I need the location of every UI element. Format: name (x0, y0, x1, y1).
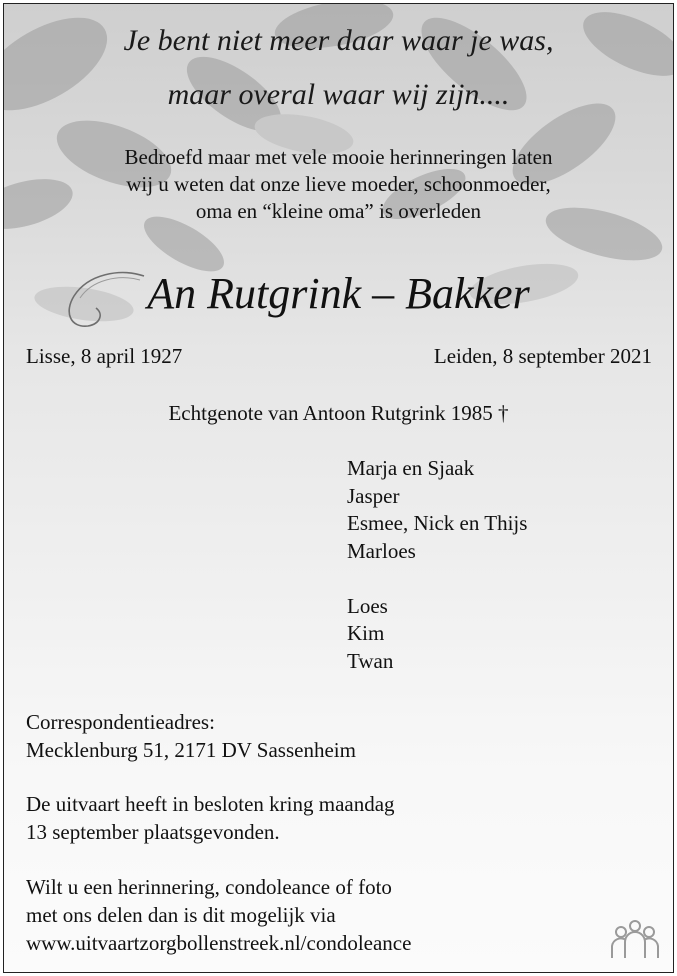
correspondence-address: Mecklenburg 51, 2171 DV Sassenheim (26, 738, 356, 762)
people-group-logo-icon (609, 918, 661, 962)
family-spacer (347, 565, 527, 593)
deceased-name: An Rutgrink – Bakker (147, 269, 530, 318)
funeral-line-1: De uitvaart heeft in besloten kring maandag (26, 792, 395, 816)
funeral-block (26, 790, 395, 846)
correspondence-label: Correspondentieadres: (26, 710, 215, 734)
intro-line-2: wij u weten dat onze lieve moeder, schoonmoeder, (126, 172, 551, 196)
family-member: Loes (347, 593, 388, 618)
family-member: Marloes (347, 538, 416, 563)
intro-line-3: oma en “kleine oma” is overleden (195, 199, 482, 223)
family-list (347, 455, 527, 675)
family-member: Marja en Sjaak (347, 456, 475, 480)
spouse-line: Echtgenote van Antoon Rutgrink 1985 † (168, 401, 509, 425)
correspondence-block (26, 708, 356, 764)
obituary-card (3, 3, 674, 973)
family-member: Esmee, Nick en Thijs (347, 511, 528, 535)
birth-info: Lisse, 8 april 1927 (26, 344, 183, 368)
intro-line-1: Bedroefd maar met vele mooie herinneringen laten (124, 145, 553, 169)
condolence-line-2: met ons delen dan is dit mogelijk via (26, 903, 336, 927)
condolence-url[interactable]: www.uitvaartzorgbollenstreek.nl/condoleance (26, 931, 412, 955)
family-member: Jasper (347, 483, 400, 508)
family-member: Twan (347, 648, 394, 673)
motto-line-1: Je bent niet meer daar waar je was, (123, 24, 554, 57)
death-info: Leiden, 8 september 2021 (433, 344, 652, 368)
funeral-line-2: 13 september plaatsgevonden. (26, 820, 280, 844)
condolence-block (26, 873, 411, 957)
motto-line-2: maar overal waar wij zijn.... (167, 78, 510, 111)
condolence-line-1: Wilt u een herinnering, condoleance of foto (26, 875, 392, 899)
family-member: Kim (347, 621, 385, 645)
